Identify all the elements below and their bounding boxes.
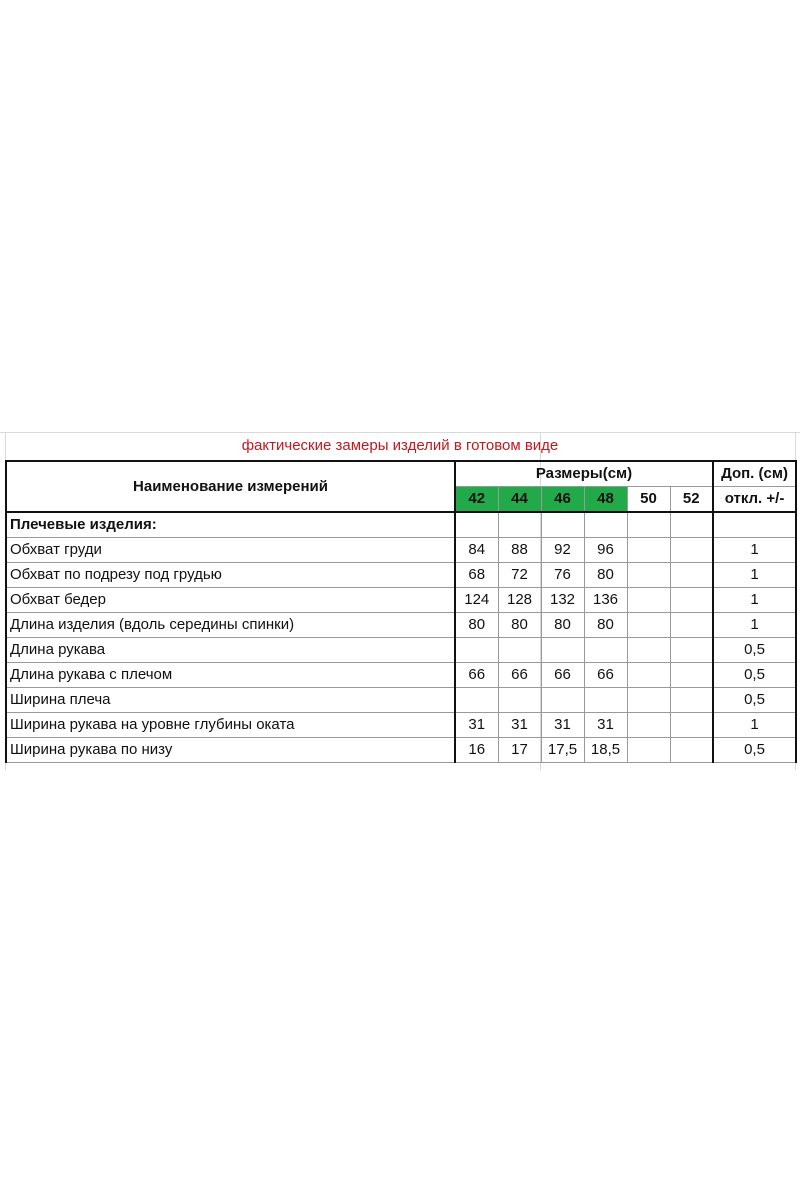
value-cell: 66 [541, 663, 584, 688]
table-row [6, 663, 796, 688]
measurement-name-header: Наименование измерений [6, 461, 455, 512]
value-cell [670, 688, 713, 713]
value-cell [627, 713, 670, 738]
value-cell: 84 [455, 538, 498, 563]
table-row [6, 538, 796, 563]
size-header-cell: 46 [541, 487, 584, 513]
table-row [6, 738, 796, 763]
value-cell: 88 [498, 538, 541, 563]
value-cell [627, 588, 670, 613]
spreadsheet-area [0, 432, 800, 770]
value-cell [584, 638, 627, 663]
tolerance-cell: 1 [713, 713, 796, 738]
value-cell [670, 663, 713, 688]
value-cell [498, 512, 541, 538]
value-cell: 68 [455, 563, 498, 588]
table-row [6, 688, 796, 713]
tolerance-cell: 0,5 [713, 738, 796, 763]
value-cell [627, 638, 670, 663]
size-header-cell: 44 [498, 487, 541, 513]
tolerance-cell: 0,5 [713, 688, 796, 713]
value-cell [627, 663, 670, 688]
table-caption: фактические замеры изделий в готовом виде [241, 437, 559, 454]
value-cell: 76 [541, 563, 584, 588]
value-cell: 66 [455, 663, 498, 688]
measurement-name: Длина рукава [6, 638, 455, 663]
tolerance-subheader: откл. +/- [713, 487, 796, 513]
value-cell [455, 688, 498, 713]
measurement-name: Обхват бедер [6, 588, 455, 613]
measurement-name: Обхват по подрезу под грудью [6, 563, 455, 588]
value-cell [627, 688, 670, 713]
value-cell [670, 638, 713, 663]
value-cell [541, 638, 584, 663]
value-cell: 66 [498, 663, 541, 688]
value-cell [670, 738, 713, 763]
table-row [6, 563, 796, 588]
tolerance-header: Доп. (см) [713, 461, 796, 487]
value-cell [627, 613, 670, 638]
size-header-cell: 52 [670, 487, 713, 513]
value-cell [627, 538, 670, 563]
tolerance-cell: 1 [713, 588, 796, 613]
table-row [6, 638, 796, 663]
value-cell: 18,5 [584, 738, 627, 763]
value-cell: 80 [455, 613, 498, 638]
value-cell [670, 538, 713, 563]
measurement-name: Ширина рукава на уровне глубины оката [6, 713, 455, 738]
measurement-name: Ширина плеча [6, 688, 455, 713]
value-cell: 80 [584, 613, 627, 638]
value-cell: 16 [455, 738, 498, 763]
table-row [6, 713, 796, 738]
table-row [6, 588, 796, 613]
value-cell: 31 [541, 713, 584, 738]
measurement-name: Обхват груди [6, 538, 455, 563]
value-cell: 80 [541, 613, 584, 638]
value-cell [627, 738, 670, 763]
tolerance-cell: 0,5 [713, 663, 796, 688]
value-cell: 17,5 [541, 738, 584, 763]
value-cell: 136 [584, 588, 627, 613]
value-cell [584, 512, 627, 538]
value-cell [541, 512, 584, 538]
value-cell: 132 [541, 588, 584, 613]
value-cell [541, 688, 584, 713]
tolerance-cell: 1 [713, 613, 796, 638]
measurement-name: Длина рукава с плечом [6, 663, 455, 688]
tolerance-cell: 1 [713, 538, 796, 563]
value-cell: 80 [584, 563, 627, 588]
size-header-cell: 50 [627, 487, 670, 513]
value-cell: 80 [498, 613, 541, 638]
value-cell: 92 [541, 538, 584, 563]
value-cell [627, 512, 670, 538]
value-cell [498, 638, 541, 663]
value-cell [670, 588, 713, 613]
sizes-group-header: Размеры(см) [455, 461, 713, 487]
value-cell [670, 713, 713, 738]
value-cell: 124 [455, 588, 498, 613]
value-cell: 66 [584, 663, 627, 688]
tolerance-cell: 0,5 [713, 638, 796, 663]
measurements-table [5, 460, 797, 763]
section-row [6, 512, 796, 538]
value-cell: 31 [455, 713, 498, 738]
measurement-name: Ширина рукава по низу [6, 738, 455, 763]
value-cell [627, 563, 670, 588]
value-cell [670, 563, 713, 588]
size-header-cell: 48 [584, 487, 627, 513]
value-cell: 31 [498, 713, 541, 738]
measurement-name: Длина изделия (вдоль середины спинки) [6, 613, 455, 638]
value-cell [584, 688, 627, 713]
value-cell: 17 [498, 738, 541, 763]
tolerance-cell: 1 [713, 563, 796, 588]
value-cell: 72 [498, 563, 541, 588]
value-cell [670, 613, 713, 638]
section-title: Плечевые изделия: [6, 512, 455, 538]
value-cell: 31 [584, 713, 627, 738]
value-cell [498, 688, 541, 713]
value-cell [670, 512, 713, 538]
value-cell: 128 [498, 588, 541, 613]
tolerance-cell [713, 512, 796, 538]
value-cell [455, 638, 498, 663]
value-cell [455, 512, 498, 538]
value-cell: 96 [584, 538, 627, 563]
size-header-cell: 42 [455, 487, 498, 513]
table-row [6, 613, 796, 638]
